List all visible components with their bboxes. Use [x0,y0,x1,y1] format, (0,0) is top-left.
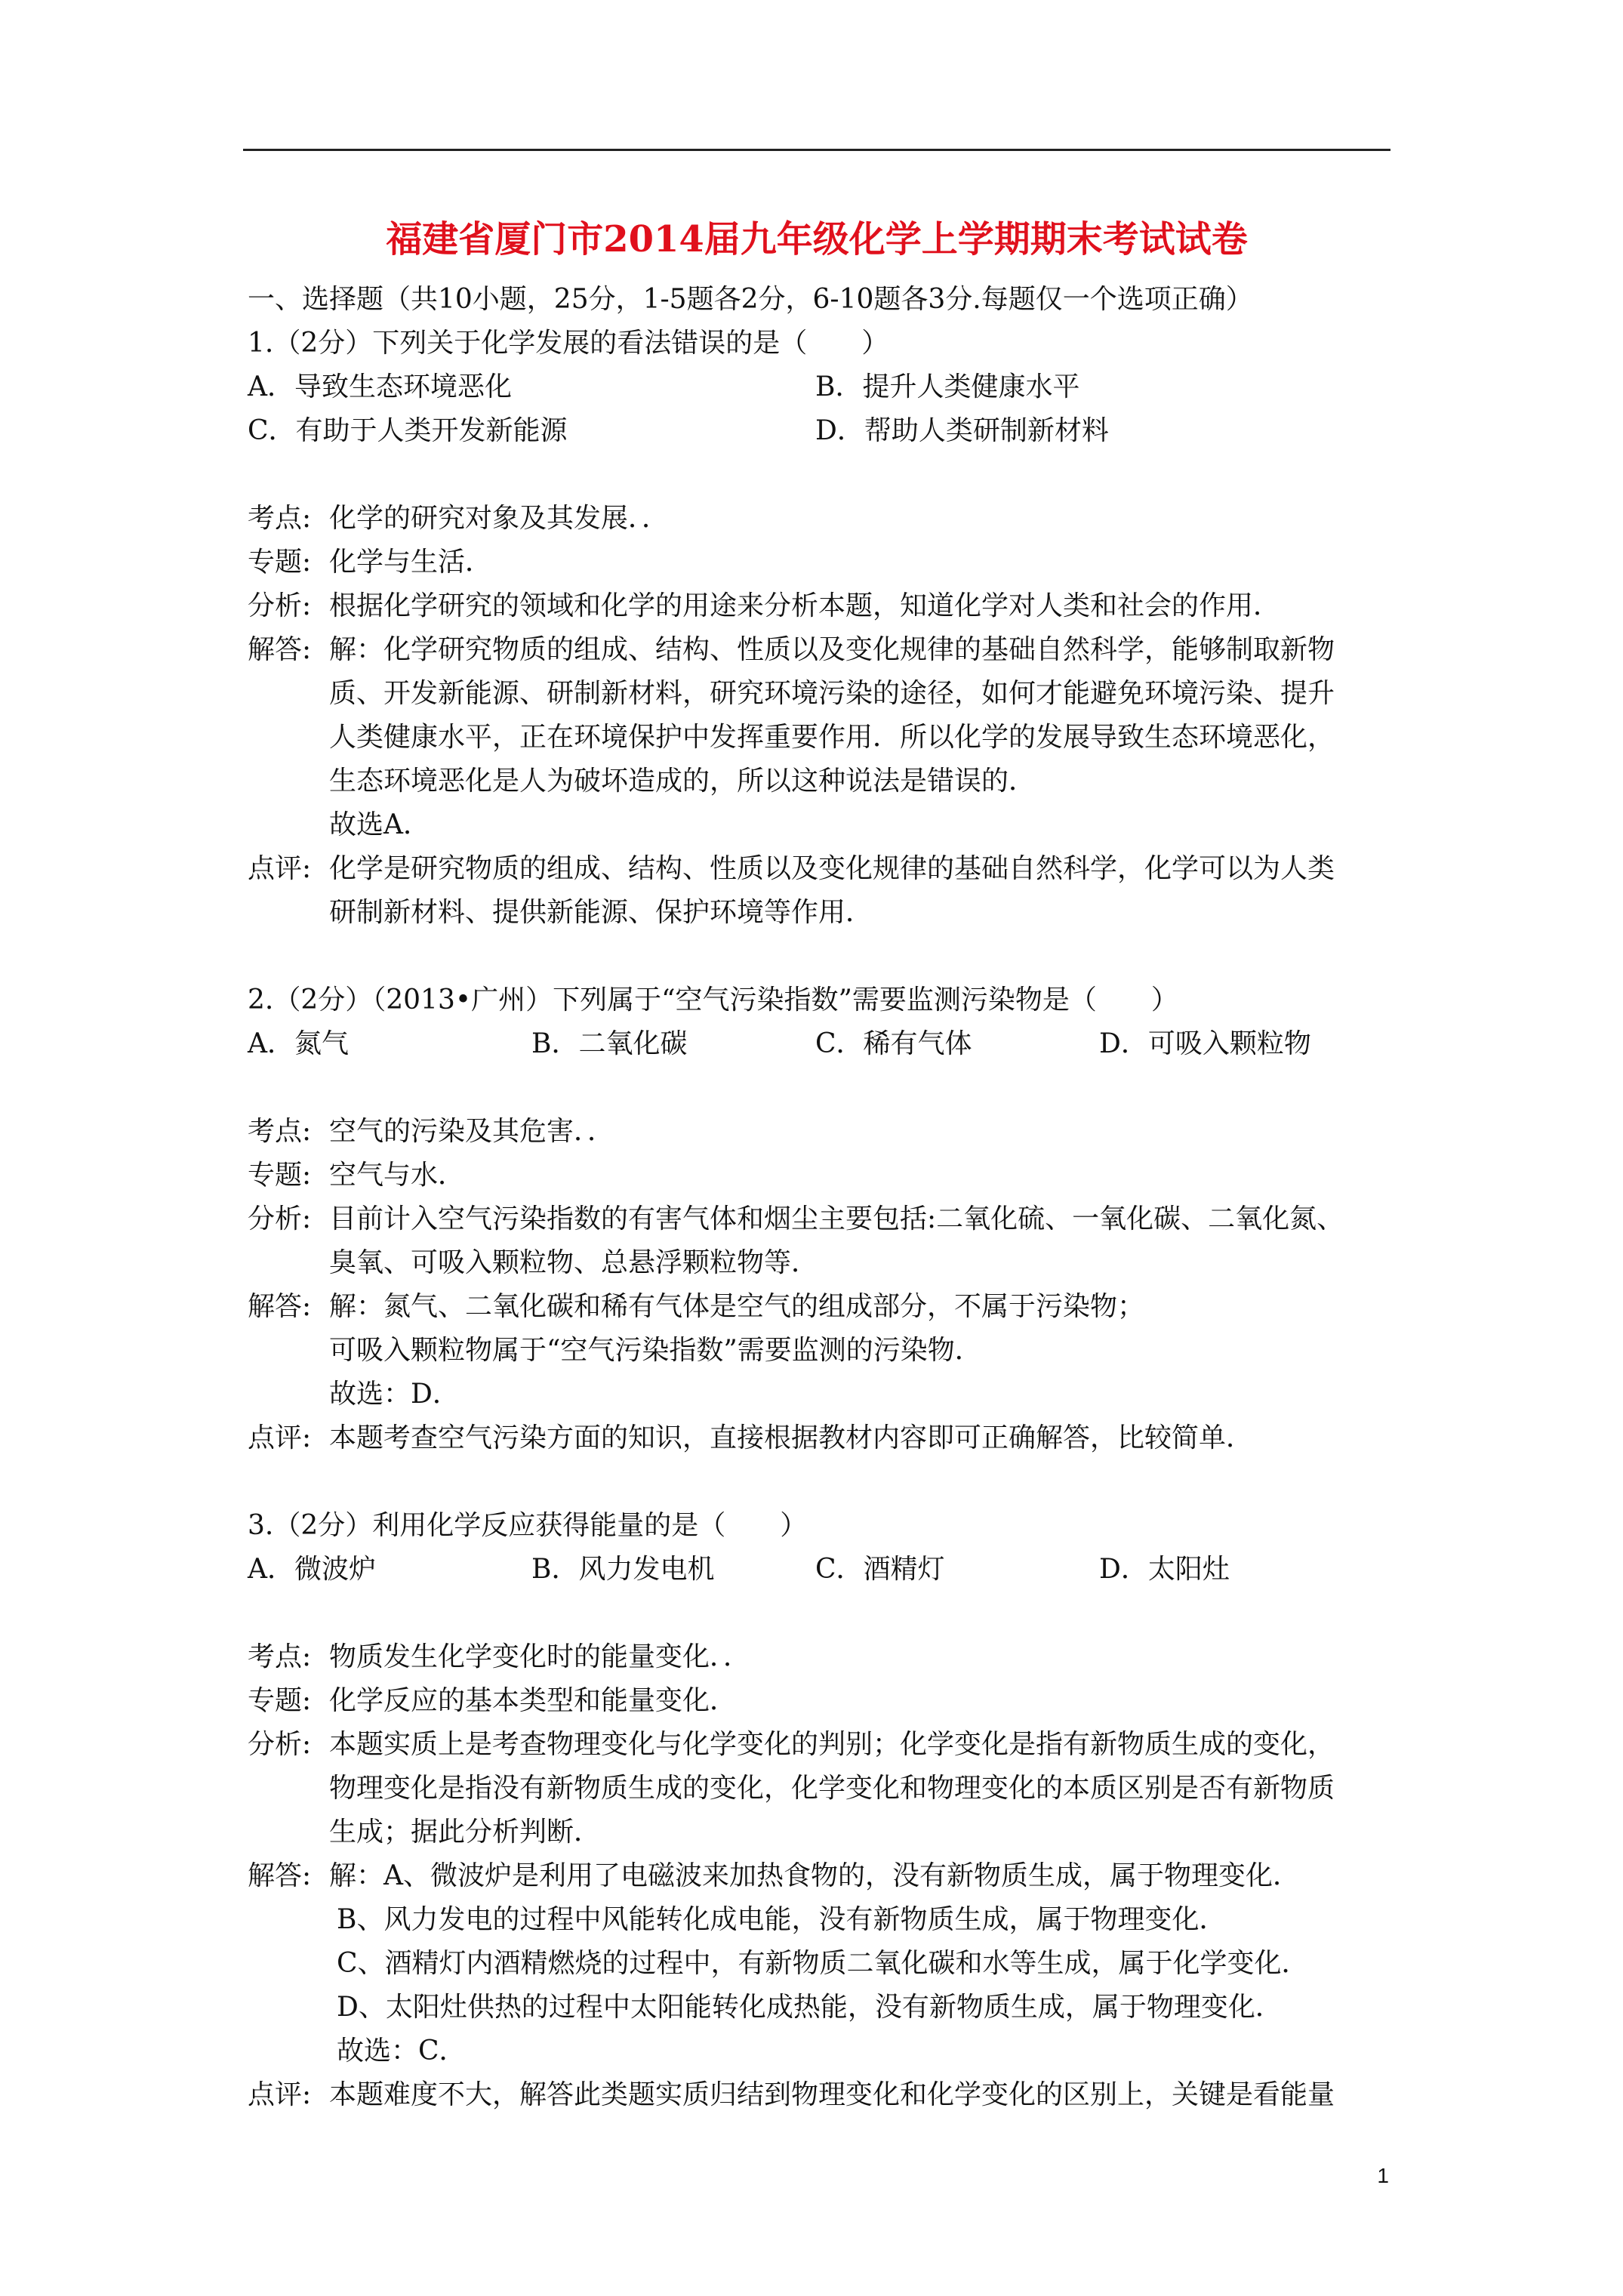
fenxi-line: 生成；据此分析判断． [329,1817,602,1848]
question-1-options-row-2 [248,409,1395,453]
jieda-label: 解答: [248,1291,312,1322]
fenxi-text: 根据化学研究的领域和化学的用途来分析本题，知道化学对人类和社会的作用． [329,590,1281,621]
jieda-line: 解：A、微波炉是利用了电磁波来加热食物的，没有新物质生成，属于物理变化． [329,1860,1300,1891]
fenxi-label: 分析: [248,590,312,621]
q3-jieda [248,1854,1395,1898]
page-number: 1 [1377,2164,1389,2187]
q2-kaodian [248,1110,1395,1154]
question-1-options-row-1 [248,365,1395,409]
header-rule [243,149,1390,151]
question-3-options [248,1548,1395,1592]
q3-option-b: B．风力发电机 [531,1554,715,1585]
jieda-line: 可吸入颗粒物属于“空气污染指数”需要监测的污染物． [329,1335,982,1366]
exam-content [248,278,1395,2117]
q3-fenxi [248,1723,1395,1767]
q2-option-c: C．稀有气体 [815,1028,972,1059]
q2-option-b: B．二氧化碳 [531,1028,688,1059]
fenxi-line: 目前计入空气污染指数的有害气体和烟尘主要包括:二氧化硫、一氧化碳、二氧化氮、 [329,1203,1344,1234]
jieda-line: 解：氮气、二氧化碳和稀有气体是空气的组成部分，不属于污染物； [329,1291,1145,1322]
jieda-line: 故选：D． [329,1379,460,1410]
q3-zhuanti [248,1679,1395,1723]
fenxi-line: 本题实质上是考查物理变化与化学变化的判别；化学变化是指有新物质生成的变化， [329,1729,1335,1760]
fenxi-label: 分析: [248,1729,312,1760]
dianping-line: 研制新材料、提供新能源、保护环境等作用． [329,897,873,928]
dianping-text: 本题难度不大，解答此类题实质归结到物理变化和化学变化的区别上，关键是看能量 [329,2079,1335,2110]
jieda-line: 故选：C． [337,2036,467,2066]
q1-option-c: C．有助于人类开发新能源 [248,415,568,446]
section-heading: 一、选择题（共10小题，25分，1-5题各2分，6-10题各3分.每题仅一个选项正确） [248,284,1253,315]
dianping-line: 化学是研究物质的组成、结构、性质以及变化规律的基础自然科学，化学可以为人类 [329,853,1335,884]
zhuanti-label: 专题: [248,1685,312,1716]
question-3-stem: 3.（2分）利用化学反应获得能量的是（ ） [248,1510,808,1541]
question-1-stem: 1.（2分）下列关于化学发展的看法错误的是（ ） [248,328,889,359]
kaodian-text: 物质发生化学变化时的能量变化．． [329,1641,751,1672]
zhuanti-label: 专题: [248,547,312,578]
kaodian-label: 考点: [248,1641,312,1672]
zhuanti-text: 空气与水． [329,1160,466,1191]
q2-fenxi [248,1197,1395,1241]
question-2-options [248,1022,1395,1066]
jieda-line: B、风力发电的过程中风能转化成电能，没有新物质生成，属于物理变化． [337,1904,1227,1935]
q3-kaodian [248,1635,1395,1679]
jieda-line: 生态环境恶化是人为破坏造成的，所以这种说法是错误的． [329,766,1036,797]
jieda-line: 故选A． [329,809,430,840]
q1-fenxi [248,584,1395,628]
zhuanti-text: 化学与生活． [329,547,493,578]
fenxi-line: 臭氧、可吸入颗粒物、总悬浮颗粒物等． [329,1247,819,1278]
zhuanti-label: 专题: [248,1160,312,1191]
q1-dianping [248,847,1395,891]
fenxi-line: 物理变化是指没有新物质生成的变化，化学变化和物理变化的本质区别是否有新物质 [329,1773,1335,1804]
q3-dianping [248,2073,1395,2117]
q3-option-a: A．微波炉 [248,1554,376,1585]
jieda-label: 解答: [248,634,312,665]
q1-zhuanti [248,541,1395,584]
exam-title: 福建省厦门市2014届九年级化学上学期期末考试试卷 [386,218,1248,260]
kaodian-text: 空气的污染及其危害．． [329,1116,615,1147]
q2-jieda [248,1285,1395,1329]
q1-jieda [248,628,1395,672]
dianping-label: 点评: [248,1422,312,1453]
jieda-line: 质、开发新能源、研制新材料，研究环境污染的途径，如何才能避免环境污染、提升 [329,678,1335,709]
q3-option-c: C．酒精灯 [815,1554,945,1585]
kaodian-label: 考点: [248,503,312,534]
jieda-line: 人类健康水平，正在环境保护中发挥重要作用．所以化学的发展导致生态环境恶化， [329,722,1335,753]
zhuanti-text: 化学反应的基本类型和能量变化． [329,1685,738,1716]
q1-kaodian [248,497,1395,541]
dianping-label: 点评: [248,2079,312,2110]
jieda-line: 解：化学研究物质的组成、结构、性质以及变化规律的基础自然科学，能够制取新物 [329,634,1335,665]
q2-dianping [248,1416,1395,1460]
jieda-line: C、酒精灯内酒精燃烧的过程中，有新物质二氧化碳和水等生成，属于化学变化． [337,1948,1309,1979]
question-2-stem: 2.（2分）（2013•广州）下列属于“空气污染指数”需要监测污染物是（ ） [248,985,1178,1015]
q2-option-d: D．可吸入颗粒物 [1099,1028,1311,1059]
jieda-label: 解答: [248,1860,312,1891]
fenxi-label: 分析: [248,1203,312,1234]
q3-option-d: D．太阳灶 [1099,1554,1230,1585]
kaodian-text: 化学的研究对象及其发展．． [329,503,670,534]
kaodian-label: 考点: [248,1116,312,1147]
dianping-text: 本题考查空气污染方面的知识，直接根据教材内容即可正确解答，比较简单． [329,1422,1254,1453]
q1-option-b: B．提升人类健康水平 [815,371,1080,402]
q2-option-a: A．氮气 [248,1028,349,1059]
q1-option-d: D．帮助人类研制新材料 [815,415,1109,446]
jieda-line: D、太阳灶供热的过程中太阳能转化成热能，没有新物质生成，属于物理变化． [337,1992,1283,2023]
q1-option-a: A．导致生态环境恶化 [248,371,512,402]
q2-zhuanti [248,1154,1395,1197]
dianping-label: 点评: [248,853,312,884]
